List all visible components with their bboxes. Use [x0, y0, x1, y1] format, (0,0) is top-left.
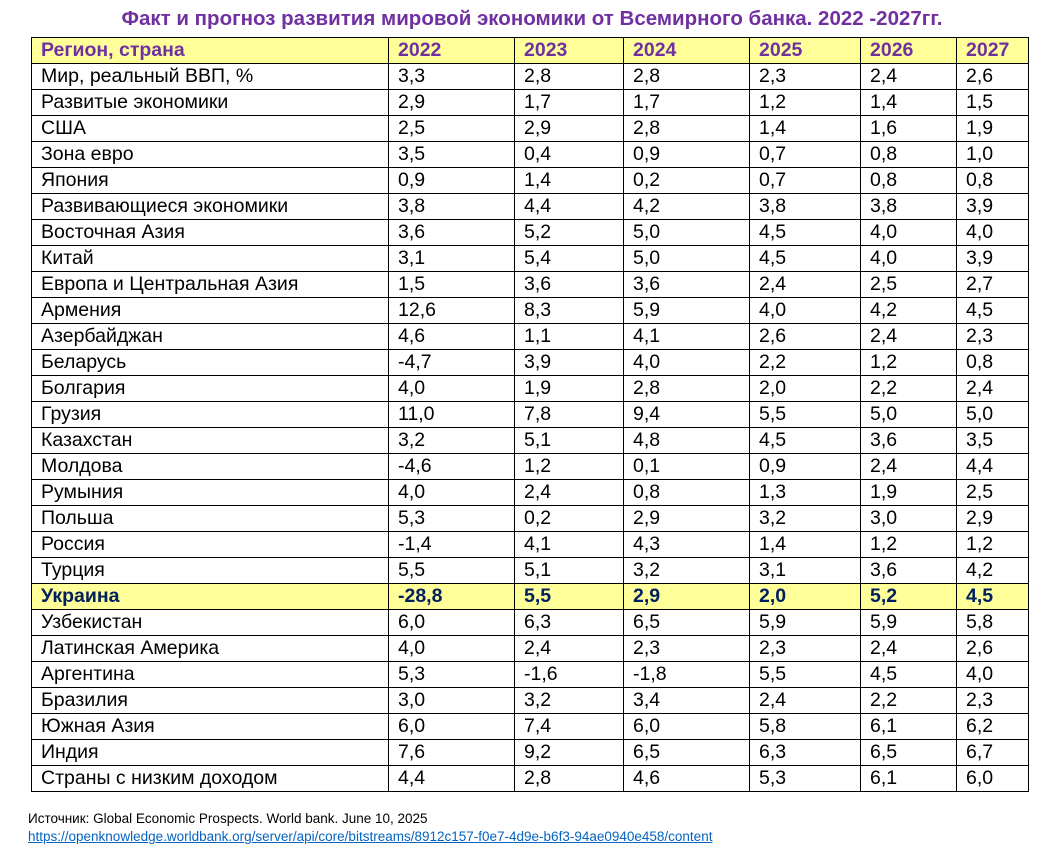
cell-value: 3,2: [515, 688, 624, 714]
cell-value: 2,9: [957, 506, 1029, 532]
row-label: Армения: [32, 298, 389, 324]
cell-value: 1,2: [957, 532, 1029, 558]
row-label: Турция: [32, 558, 389, 584]
source-link[interactable]: https://openknowledge.worldbank.org/server/api/core/bitstreams/8912c157-f0e7-4d9e-b6f3-94ae0940e458/content: [28, 829, 713, 844]
cell-value: 3,9: [515, 350, 624, 376]
cell-value: 5,1: [515, 428, 624, 454]
table-row: [32, 116, 1029, 142]
cell-value: 4,0: [389, 636, 515, 662]
row-label: Индия: [32, 740, 389, 766]
cell-value: 12,6: [389, 298, 515, 324]
table-row: [32, 324, 1029, 350]
row-label: Европа и Центральная Азия: [32, 272, 389, 298]
cell-value: 0,9: [389, 168, 515, 194]
cell-value: 2,4: [515, 636, 624, 662]
cell-value: 2,4: [957, 376, 1029, 402]
table-row: [32, 688, 1029, 714]
cell-value: 4,0: [861, 246, 957, 272]
header-region: Регион, страна: [32, 38, 389, 64]
cell-value: 1,4: [750, 116, 861, 142]
cell-value: 2,4: [861, 454, 957, 480]
header-2024: 2024: [624, 38, 750, 64]
cell-value: 3,6: [861, 558, 957, 584]
cell-value: 2,5: [861, 272, 957, 298]
row-label: Грузия: [32, 402, 389, 428]
cell-value: 6,3: [515, 610, 624, 636]
cell-value: 2,8: [624, 376, 750, 402]
cell-value: 4,5: [750, 246, 861, 272]
cell-value: 3,2: [389, 428, 515, 454]
table-row: [32, 246, 1029, 272]
cell-value: 1,4: [750, 532, 861, 558]
table-row: [32, 766, 1029, 792]
cell-value: 5,0: [624, 246, 750, 272]
table-row: [32, 506, 1029, 532]
cell-value: 3,2: [624, 558, 750, 584]
cell-value: -1,4: [389, 532, 515, 558]
header-2027: 2027: [957, 38, 1029, 64]
cell-value: 4,5: [750, 220, 861, 246]
table-row: [32, 142, 1029, 168]
cell-value: 6,1: [861, 766, 957, 792]
cell-value: 2,6: [957, 636, 1029, 662]
table-row: [32, 376, 1029, 402]
cell-value: 5,3: [750, 766, 861, 792]
table-row: [32, 90, 1029, 116]
row-label: Латинская Америка: [32, 636, 389, 662]
cell-value: 5,0: [861, 402, 957, 428]
cell-value: 1,4: [515, 168, 624, 194]
cell-value: 1,4: [861, 90, 957, 116]
cell-value: 1,1: [515, 324, 624, 350]
cell-value: 5,5: [750, 402, 861, 428]
table-row: [32, 558, 1029, 584]
row-label: Молдова: [32, 454, 389, 480]
cell-value: 0,2: [515, 506, 624, 532]
cell-value: 2,7: [957, 272, 1029, 298]
cell-value: 4,4: [389, 766, 515, 792]
row-label: Польша: [32, 506, 389, 532]
cell-value: 6,5: [861, 740, 957, 766]
cell-value: 1,9: [957, 116, 1029, 142]
table-row: [32, 532, 1029, 558]
cell-value: 3,4: [624, 688, 750, 714]
table-row: [32, 584, 1029, 610]
cell-value: 0,8: [957, 168, 1029, 194]
cell-value: 0,7: [750, 168, 861, 194]
cell-value: 2,2: [861, 376, 957, 402]
cell-value: 4,5: [957, 298, 1029, 324]
cell-value: 8,3: [515, 298, 624, 324]
cell-value: 1,7: [624, 90, 750, 116]
cell-value: 5,9: [750, 610, 861, 636]
cell-value: 2,5: [957, 480, 1029, 506]
cell-value: 5,0: [957, 402, 1029, 428]
cell-value: 1,2: [861, 532, 957, 558]
cell-value: 4,0: [624, 350, 750, 376]
row-label: Казахстан: [32, 428, 389, 454]
cell-value: 6,0: [957, 766, 1029, 792]
cell-value: 4,4: [515, 194, 624, 220]
cell-value: 3,9: [957, 194, 1029, 220]
cell-value: 1,5: [389, 272, 515, 298]
cell-value: 5,9: [861, 610, 957, 636]
header-2023: 2023: [515, 38, 624, 64]
cell-value: 4,2: [861, 298, 957, 324]
cell-value: 3,0: [861, 506, 957, 532]
cell-value: 2,4: [861, 636, 957, 662]
cell-value: 3,6: [389, 220, 515, 246]
row-label: Восточная Азия: [32, 220, 389, 246]
cell-value: -1,6: [515, 662, 624, 688]
cell-value: 3,8: [389, 194, 515, 220]
cell-value: 0,9: [624, 142, 750, 168]
cell-value: 5,5: [750, 662, 861, 688]
table-row: [32, 454, 1029, 480]
cell-value: 1,2: [861, 350, 957, 376]
cell-value: 5,5: [389, 558, 515, 584]
cell-value: 2,9: [624, 506, 750, 532]
table-row: [32, 298, 1029, 324]
cell-value: 3,8: [750, 194, 861, 220]
cell-value: 3,0: [389, 688, 515, 714]
cell-value: 3,8: [861, 194, 957, 220]
cell-value: 2,8: [515, 766, 624, 792]
cell-value: 6,5: [624, 740, 750, 766]
cell-value: 4,1: [515, 532, 624, 558]
cell-value: 2,2: [861, 688, 957, 714]
cell-value: 3,6: [624, 272, 750, 298]
cell-value: 0,7: [750, 142, 861, 168]
row-label: Азербайджан: [32, 324, 389, 350]
table-row: [32, 220, 1029, 246]
cell-value: 4,0: [957, 220, 1029, 246]
cell-value: 4,0: [861, 220, 957, 246]
cell-value: 1,9: [861, 480, 957, 506]
table-row: [32, 350, 1029, 376]
row-label: США: [32, 116, 389, 142]
cell-value: 2,3: [624, 636, 750, 662]
cell-value: 2,4: [861, 64, 957, 90]
header-2026: 2026: [861, 38, 957, 64]
cell-value: 5,5: [515, 584, 624, 610]
table-row: [32, 662, 1029, 688]
cell-value: 6,0: [389, 714, 515, 740]
cell-value: 4,1: [624, 324, 750, 350]
cell-value: 2,4: [750, 688, 861, 714]
cell-value: -4,7: [389, 350, 515, 376]
cell-value: 2,9: [389, 90, 515, 116]
cell-value: 2,3: [750, 636, 861, 662]
cell-value: 4,2: [957, 558, 1029, 584]
cell-value: 1,3: [750, 480, 861, 506]
cell-value: 9,4: [624, 402, 750, 428]
cell-value: 5,3: [389, 662, 515, 688]
cell-value: 0,9: [750, 454, 861, 480]
cell-value: 3,9: [957, 246, 1029, 272]
cell-value: 9,2: [515, 740, 624, 766]
cell-value: 1,7: [515, 90, 624, 116]
cell-value: 5,2: [861, 584, 957, 610]
cell-value: 3,6: [861, 428, 957, 454]
cell-value: -4,6: [389, 454, 515, 480]
table-row: [32, 168, 1029, 194]
cell-value: 2,6: [957, 64, 1029, 90]
row-label: Развитые экономики: [32, 90, 389, 116]
table-row: [32, 194, 1029, 220]
cell-value: 4,5: [750, 428, 861, 454]
cell-value: 4,4: [957, 454, 1029, 480]
cell-value: 1,6: [861, 116, 957, 142]
cell-value: 2,8: [515, 64, 624, 90]
row-label: Япония: [32, 168, 389, 194]
cell-value: 2,6: [750, 324, 861, 350]
cell-value: 4,6: [389, 324, 515, 350]
row-label: Бразилия: [32, 688, 389, 714]
cell-value: 6,7: [957, 740, 1029, 766]
cell-value: 5,2: [515, 220, 624, 246]
cell-value: 2,4: [861, 324, 957, 350]
cell-value: -1,8: [624, 662, 750, 688]
row-label: Китай: [32, 246, 389, 272]
cell-value: 5,8: [750, 714, 861, 740]
cell-value: 11,0: [389, 402, 515, 428]
cell-value: 2,0: [750, 376, 861, 402]
cell-value: 2,9: [624, 584, 750, 610]
cell-value: 6,0: [624, 714, 750, 740]
table-row: [32, 610, 1029, 636]
cell-value: 0,2: [624, 168, 750, 194]
cell-value: 0,8: [861, 168, 957, 194]
cell-value: 3,2: [750, 506, 861, 532]
cell-value: 0,8: [957, 350, 1029, 376]
cell-value: 2,8: [624, 116, 750, 142]
row-label: Румыния: [32, 480, 389, 506]
row-label: Зона евро: [32, 142, 389, 168]
cell-value: 3,1: [750, 558, 861, 584]
chart-title: Факт и прогноз развития мировой экономики от Всемирного банка. 2022 -2027гг.: [121, 7, 943, 30]
header-2025: 2025: [750, 38, 861, 64]
table-row: [32, 272, 1029, 298]
cell-value: 4,5: [957, 584, 1029, 610]
cell-value: 6,1: [861, 714, 957, 740]
cell-value: 5,1: [515, 558, 624, 584]
cell-value: 6,5: [624, 610, 750, 636]
row-label: Мир, реальный ВВП, %: [32, 64, 389, 90]
cell-value: 4,5: [861, 662, 957, 688]
row-label: Страны с низким доходом: [32, 766, 389, 792]
cell-value: 4,6: [624, 766, 750, 792]
cell-value: 0,4: [515, 142, 624, 168]
cell-value: 5,0: [624, 220, 750, 246]
header-2022: 2022: [389, 38, 515, 64]
cell-value: 4,3: [624, 532, 750, 558]
cell-value: 5,9: [624, 298, 750, 324]
row-label: Аргентина: [32, 662, 389, 688]
cell-value: 5,8: [957, 610, 1029, 636]
table-row: [32, 428, 1029, 454]
row-label: Россия: [32, 532, 389, 558]
cell-value: 2,3: [750, 64, 861, 90]
cell-value: 3,5: [957, 428, 1029, 454]
table-row: [32, 636, 1029, 662]
cell-value: 4,0: [389, 480, 515, 506]
cell-value: 3,1: [389, 246, 515, 272]
row-label: Беларусь: [32, 350, 389, 376]
cell-value: 6,3: [750, 740, 861, 766]
cell-value: 0,8: [861, 142, 957, 168]
table-row: [32, 714, 1029, 740]
cell-value: 2,9: [515, 116, 624, 142]
cell-value: 2,3: [957, 324, 1029, 350]
cell-value: 1,2: [515, 454, 624, 480]
row-label: Узбекистан: [32, 610, 389, 636]
cell-value: 4,2: [624, 194, 750, 220]
table-row: [32, 480, 1029, 506]
cell-value: 2,4: [515, 480, 624, 506]
cell-value: 6,2: [957, 714, 1029, 740]
cell-value: 0,8: [624, 480, 750, 506]
cell-value: 4,8: [624, 428, 750, 454]
cell-value: 3,6: [515, 272, 624, 298]
cell-value: 2,4: [750, 272, 861, 298]
cell-value: 5,3: [389, 506, 515, 532]
row-label: Развивающиеся экономики: [32, 194, 389, 220]
cell-value: 4,0: [957, 662, 1029, 688]
table-body: [32, 64, 1029, 792]
cell-value: 2,2: [750, 350, 861, 376]
cell-value: 1,2: [750, 90, 861, 116]
row-label: Южная Азия: [32, 714, 389, 740]
cell-value: 1,0: [957, 142, 1029, 168]
source-note: Источник: Global Economic Prospects. World bank. June 10, 2025: [28, 811, 428, 826]
row-label: Украина: [32, 584, 389, 610]
cell-value: 2,5: [389, 116, 515, 142]
cell-value: 7,4: [515, 714, 624, 740]
cell-value: 6,0: [389, 610, 515, 636]
row-label: Болгария: [32, 376, 389, 402]
data-table: [31, 37, 1029, 792]
header-row: [32, 38, 1029, 64]
cell-value: 0,1: [624, 454, 750, 480]
table-row: [32, 64, 1029, 90]
cell-value: 4,0: [750, 298, 861, 324]
cell-value: 3,3: [389, 64, 515, 90]
cell-value: 5,4: [515, 246, 624, 272]
cell-value: 3,5: [389, 142, 515, 168]
cell-value: 7,8: [515, 402, 624, 428]
cell-value: 7,6: [389, 740, 515, 766]
cell-value: -28,8: [389, 584, 515, 610]
cell-value: 4,0: [389, 376, 515, 402]
cell-value: 1,9: [515, 376, 624, 402]
table-row: [32, 740, 1029, 766]
cell-value: 1,5: [957, 90, 1029, 116]
cell-value: 2,8: [624, 64, 750, 90]
cell-value: 2,0: [750, 584, 861, 610]
cell-value: 2,3: [957, 688, 1029, 714]
table-row: [32, 402, 1029, 428]
